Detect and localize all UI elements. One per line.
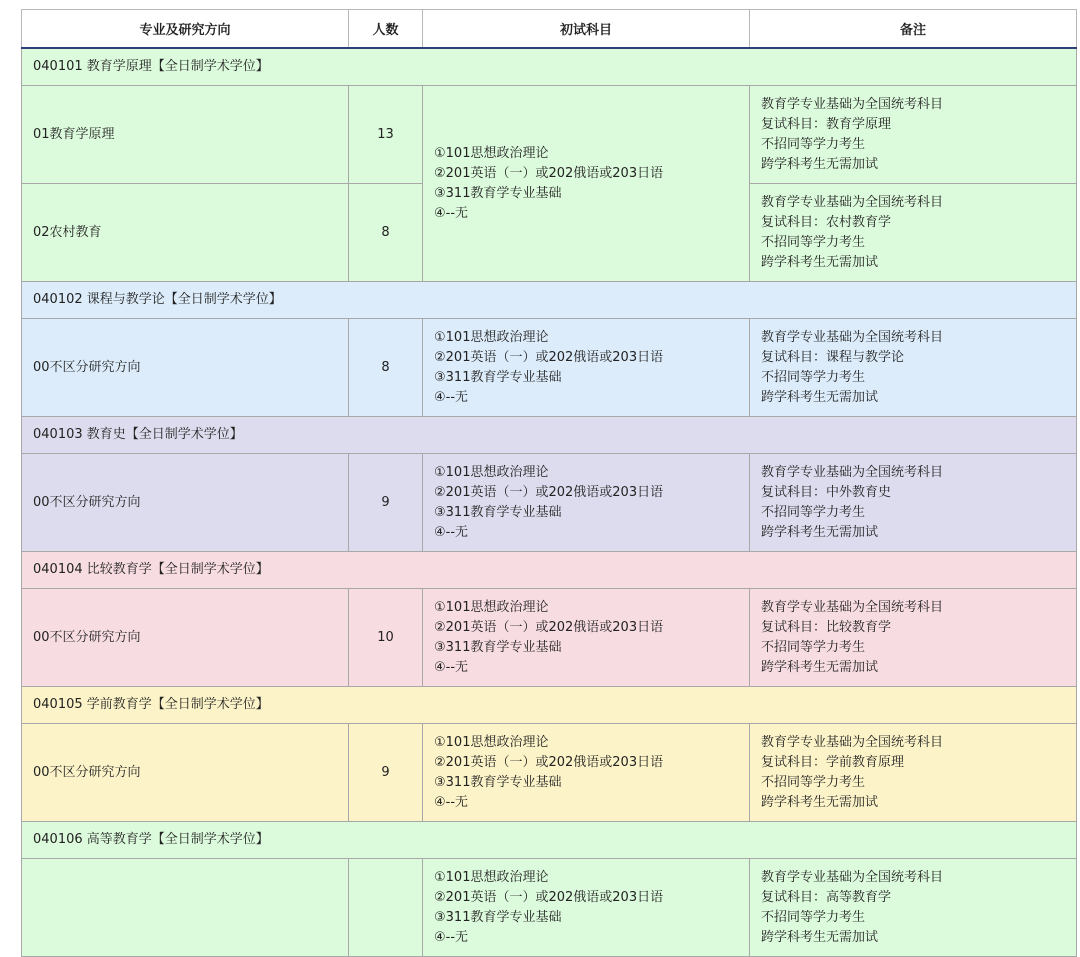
note-line: 不招同等学力考生 (761, 639, 866, 655)
note-line: 复试科目：比较教育学 (761, 619, 892, 635)
count-cell (349, 859, 423, 957)
subject-line: ①101思想政治理论 (434, 734, 549, 750)
direction-cell (22, 859, 349, 957)
subject-line: ③311教育学专业基础 (434, 504, 562, 520)
subject-line: ②201英语（一）或202俄语或203日语 (434, 484, 664, 500)
notes-cell (750, 86, 1077, 184)
section-title: 040106 高等教育学【全日制学术学位】 (22, 822, 1077, 859)
header-count: 人数 (349, 10, 423, 49)
subject-line: ③311教育学专业基础 (434, 185, 562, 201)
table-row (22, 859, 1077, 957)
notes-cell (750, 859, 1077, 957)
note-line: 教育学专业基础为全国统考科目 (761, 734, 944, 750)
subjects-cell (423, 319, 750, 417)
count-cell: 9 (349, 724, 423, 822)
note-line: 复试科目：学前教育原理 (761, 754, 905, 770)
subject-line: ①101思想政治理论 (434, 464, 549, 480)
subject-line: ④--无 (434, 929, 469, 945)
table-row (22, 319, 1077, 417)
subject-line: ②201英语（一）或202俄语或203日语 (434, 349, 664, 365)
count-cell: 8 (349, 184, 423, 282)
note-line: 复试科目：农村教育学 (761, 214, 892, 230)
section-title: 040104 比较教育学【全日制学术学位】 (22, 552, 1077, 589)
direction-cell: 00不区分研究方向 (22, 319, 349, 417)
section-row (22, 282, 1077, 319)
section-title: 040103 教育史【全日制学术学位】 (22, 417, 1077, 454)
table-row (22, 454, 1077, 552)
subject-line: ③311教育学专业基础 (434, 369, 562, 385)
notes-cell (750, 724, 1077, 822)
subject-line: ②201英语（一）或202俄语或203日语 (434, 754, 664, 770)
section-row (22, 48, 1077, 86)
note-line: 复试科目：课程与教学论 (761, 349, 905, 365)
subject-line: ③311教育学专业基础 (434, 639, 562, 655)
count-cell: 8 (349, 319, 423, 417)
note-line: 不招同等学力考生 (761, 234, 866, 250)
table-header (22, 10, 1077, 49)
subject-line: ②201英语（一）或202俄语或203日语 (434, 889, 664, 905)
section-row (22, 417, 1077, 454)
note-line: 教育学专业基础为全国统考科目 (761, 329, 944, 345)
notes-cell (750, 454, 1077, 552)
subject-line: ④--无 (434, 659, 469, 675)
subject-line: ①101思想政治理论 (434, 869, 549, 885)
note-line: 不招同等学力考生 (761, 504, 866, 520)
subjects-cell (423, 454, 750, 552)
subjects-cell (423, 86, 750, 282)
note-line: 教育学专业基础为全国统考科目 (761, 599, 944, 615)
table-row (22, 724, 1077, 822)
direction-cell: 02农村教育 (22, 184, 349, 282)
notes-cell (750, 319, 1077, 417)
subject-line: ③311教育学专业基础 (434, 909, 562, 925)
header-notes: 备注 (750, 10, 1077, 49)
header-major: 专业及研究方向 (22, 10, 349, 49)
table-row (22, 86, 1077, 184)
count-cell: 9 (349, 454, 423, 552)
subject-line: ①101思想政治理论 (434, 599, 549, 615)
subject-line: ①101思想政治理论 (434, 145, 549, 161)
subject-line: ④--无 (434, 389, 469, 405)
subject-line: ④--无 (434, 205, 469, 221)
note-line: 教育学专业基础为全国统考科目 (761, 194, 944, 210)
note-line: 复试科目：教育学原理 (761, 116, 892, 132)
direction-cell: 00不区分研究方向 (22, 589, 349, 687)
subject-line: ②201英语（一）或202俄语或203日语 (434, 165, 664, 181)
subject-line: ①101思想政治理论 (434, 329, 549, 345)
note-line: 教育学专业基础为全国统考科目 (761, 96, 944, 112)
note-line: 跨学科考生无需加试 (761, 254, 879, 270)
note-line: 教育学专业基础为全国统考科目 (761, 869, 944, 885)
section-title: 040102 课程与教学论【全日制学术学位】 (22, 282, 1077, 319)
direction-cell: 00不区分研究方向 (22, 724, 349, 822)
notes-cell (750, 184, 1077, 282)
notes-cell (750, 589, 1077, 687)
subject-line: ②201英语（一）或202俄语或203日语 (434, 619, 664, 635)
enrollment-table (21, 9, 1077, 957)
note-line: 复试科目：中外教育史 (761, 484, 892, 500)
subject-line: ④--无 (434, 524, 469, 540)
direction-cell: 01教育学原理 (22, 86, 349, 184)
section-row (22, 822, 1077, 859)
section-row (22, 552, 1077, 589)
note-line: 跨学科考生无需加试 (761, 929, 879, 945)
subjects-cell (423, 724, 750, 822)
note-line: 复试科目：高等教育学 (761, 889, 892, 905)
note-line: 跨学科考生无需加试 (761, 524, 879, 540)
header-subjects: 初试科目 (423, 10, 750, 49)
section-title: 040105 学前教育学【全日制学术学位】 (22, 687, 1077, 724)
direction-cell: 00不区分研究方向 (22, 454, 349, 552)
section-title: 040101 教育学原理【全日制学术学位】 (22, 48, 1077, 86)
count-cell: 13 (349, 86, 423, 184)
note-line: 跨学科考生无需加试 (761, 659, 879, 675)
subjects-cell (423, 589, 750, 687)
note-line: 不招同等学力考生 (761, 909, 866, 925)
note-line: 跨学科考生无需加试 (761, 389, 879, 405)
subjects-cell (423, 859, 750, 957)
count-cell: 10 (349, 589, 423, 687)
subject-line: ④--无 (434, 794, 469, 810)
note-line: 跨学科考生无需加试 (761, 156, 879, 172)
note-line: 不招同等学力考生 (761, 774, 866, 790)
table-row (22, 589, 1077, 687)
note-line: 教育学专业基础为全国统考科目 (761, 464, 944, 480)
section-row (22, 687, 1077, 724)
note-line: 不招同等学力考生 (761, 369, 866, 385)
subject-line: ③311教育学专业基础 (434, 774, 562, 790)
note-line: 不招同等学力考生 (761, 136, 866, 152)
note-line: 跨学科考生无需加试 (761, 794, 879, 810)
